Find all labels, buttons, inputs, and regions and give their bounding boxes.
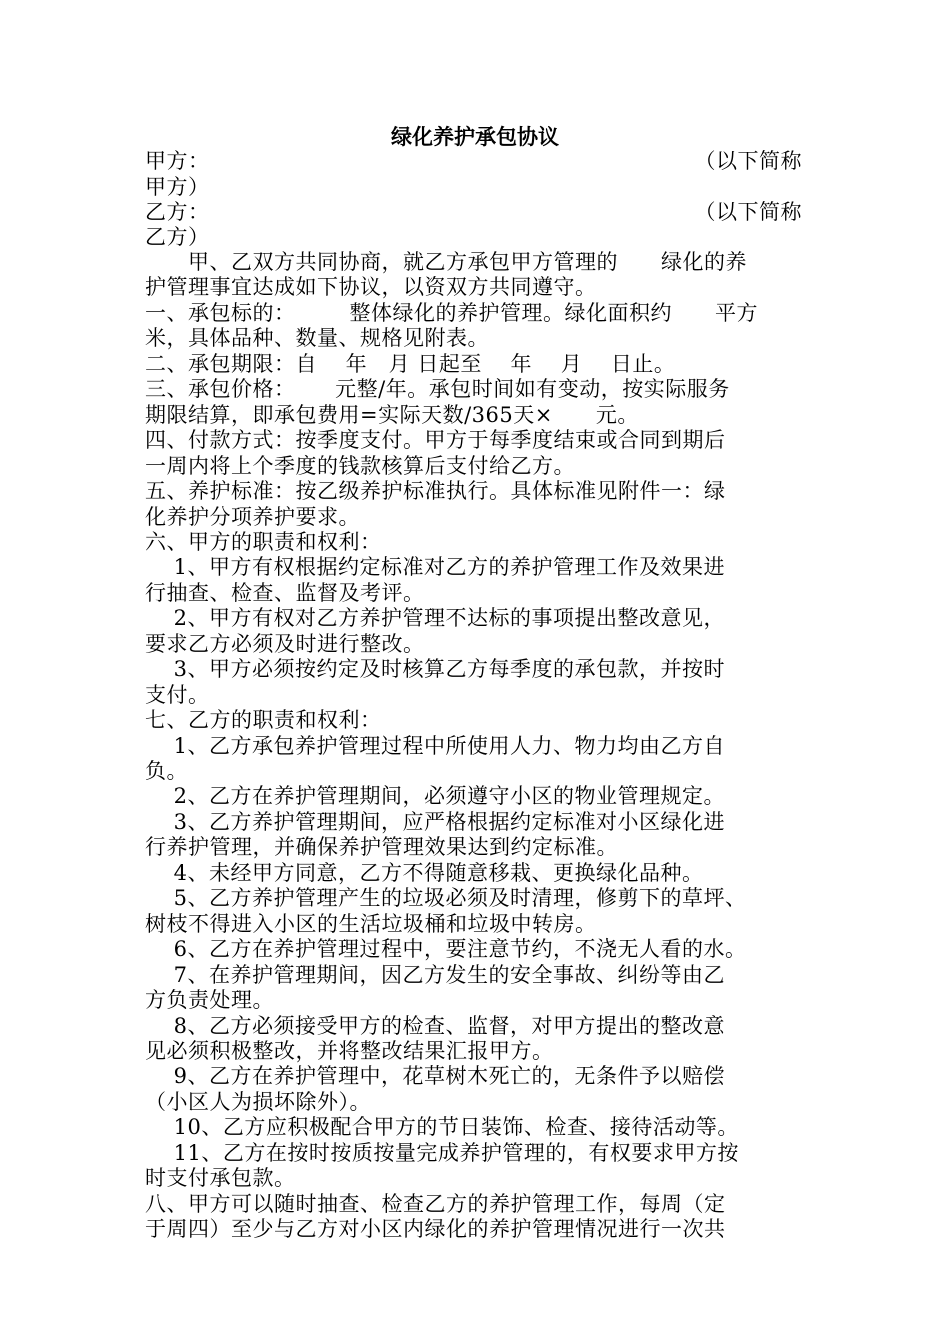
body-line: 7、在养护管理期间，因乙方发生的安全事故、纠纷等由乙: [145, 962, 726, 987]
body-line: 3、甲方必须按约定及时核算乙方每季度的承包款，并按时: [145, 657, 726, 682]
body-line: 方负责处理。: [145, 988, 274, 1013]
body-line: 见必须积极整改，并将整改结果汇报甲方。: [145, 1038, 554, 1063]
body-line: 8、乙方必须接受甲方的检查、监督，对甲方提出的整改意: [145, 1013, 726, 1038]
body-line: 化养护分项养护要求。: [145, 504, 360, 529]
body-line: 11、乙方在按时按质按量完成养护管理的，有权要求甲方按: [145, 1140, 739, 1165]
party-b-alias: （以下简称: [694, 200, 802, 224]
body-line: 树枝不得进入小区的生活垃圾桶和垃圾中转房。: [145, 911, 597, 936]
body-line: 一周内将上个季度的钱款核算后支付给乙方。: [145, 453, 575, 478]
body-line: 于周四）至少与乙方对小区内绿化的养护管理情况进行一次共: [145, 1217, 726, 1242]
party-a-alias-end: 甲方）: [145, 175, 210, 199]
body-line: 支付。: [145, 682, 210, 707]
body-line: 6、乙方在养护管理过程中，要注意节约，不浇无人看的水。: [145, 937, 747, 962]
body-line: 七、乙方的职责和权利：: [145, 708, 382, 733]
body-line: 2、甲方有权对乙方养护管理不达标的事项提出整改意见，: [145, 606, 726, 631]
body-line: 1、甲方有权根据约定标准对乙方的养护管理工作及效果进: [145, 555, 726, 580]
party-a-line: [145, 148, 810, 174]
party-b-alias-end: 乙方）: [145, 225, 210, 249]
party-b-line: [145, 199, 810, 225]
body-line: 5、乙方养护管理产生的垃圾必须及时清理，修剪下的草坪、: [145, 886, 747, 911]
body-line: 四、付款方式：按季度支付。甲方于每季度结束或合同到期后: [145, 428, 726, 453]
body-line: 米，具体品种、数量、规格见附表。: [145, 326, 489, 351]
body-line: 行养护管理，并确保养护管理效果达到约定标准。: [145, 835, 618, 860]
body-line: 一、承包标的： 整体绿化的养护管理。绿化面积约 平方: [145, 300, 758, 325]
body-line: 行抽查、检查、监督及考评。: [145, 580, 425, 605]
party-a-alias: （以下简称: [694, 149, 802, 173]
body-line: 1、乙方承包养护管理过程中所使用人力、物力均由乙方自: [145, 733, 726, 758]
body-line: 4、未经甲方同意，乙方不得随意移栽、更换绿化品种。: [145, 860, 704, 885]
body-line: 2、乙方在养护管理期间，必须遵守小区的物业管理规定。: [145, 784, 726, 809]
body-line: （小区人为损坏除外）。: [145, 1089, 371, 1114]
body-line: 3、乙方养护管理期间，应严格根据约定标准对小区绿化进: [145, 809, 726, 834]
body-line: 二、承包期限：自 年 月 日起至 年 月 日止。: [145, 351, 676, 376]
body-line: 五、养护标准：按乙级养护标准执行。具体标准见附件一：绿: [145, 479, 726, 504]
party-a-label: 甲方：: [145, 149, 210, 173]
body-line: 要求乙方必须及时进行整改。: [145, 631, 425, 656]
body-line: 期限结算，即承包费用=实际天数/365天× 元。: [145, 402, 639, 427]
body-line: 甲、乙双方共同协商，就乙方承包甲方管理的 绿化的养: [145, 250, 747, 274]
body-line: 时支付承包款。: [145, 1166, 296, 1191]
document-title: 绿化养护承包协议: [391, 125, 559, 149]
body-line: 10、乙方应积极配合甲方的节日装饰、检查、接待活动等。: [145, 1115, 739, 1140]
body-line: 护管理事宜达成如下协议，以资双方共同遵守。: [145, 275, 597, 300]
party-b-label: 乙方：: [145, 200, 210, 224]
body-line: 9、乙方在养护管理中，花草树木死亡的，无条件予以赔偿: [145, 1064, 726, 1089]
body-line: 八、甲方可以随时抽查、检查乙方的养护管理工作，每周（定: [145, 1191, 726, 1216]
body-line: 负。: [145, 759, 188, 783]
body-line: 六、甲方的职责和权利：: [145, 529, 382, 554]
body-line: 三、承包价格： 元整/年。承包时间如有变动，按实际服务: [145, 377, 730, 402]
